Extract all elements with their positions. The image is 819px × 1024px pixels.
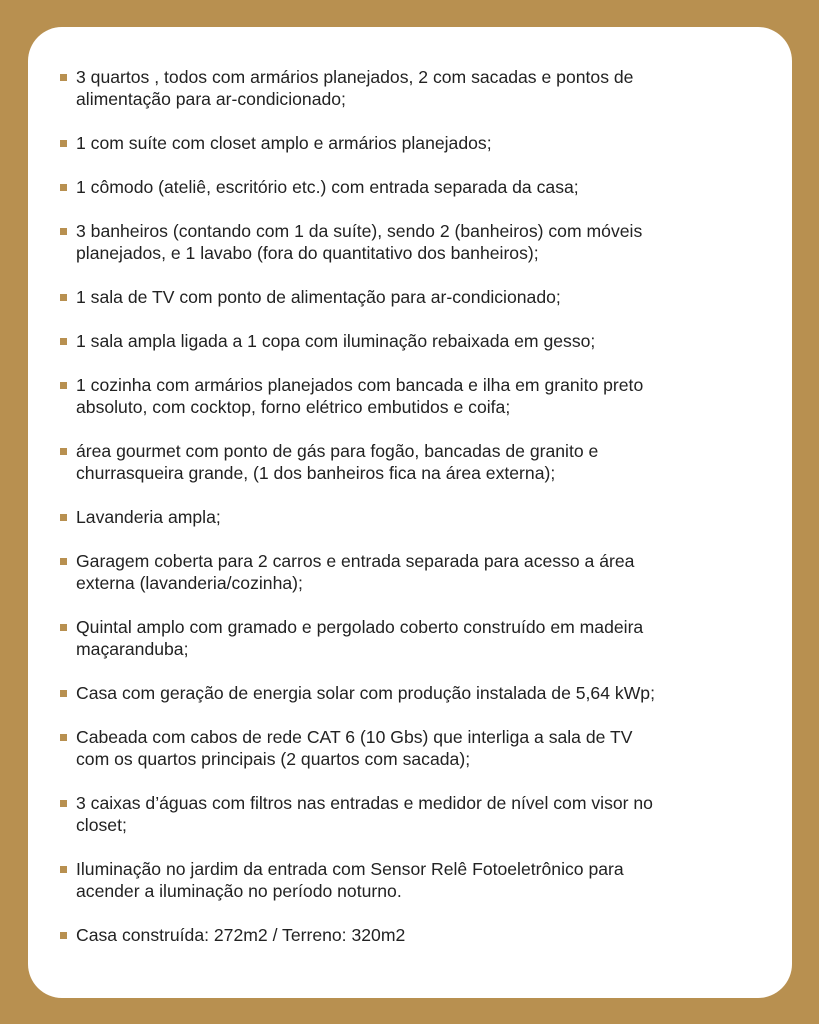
feature-item — [58, 792, 762, 836]
feature-item — [58, 682, 762, 704]
feature-item — [58, 550, 762, 594]
bullet-square-icon — [60, 338, 67, 345]
bullet-square-icon — [60, 382, 67, 389]
feature-text-line-1: Iluminação no jardim da entrada com Sensor Relê Fotoeletrônico para — [76, 859, 624, 879]
feature-text-line-1: Cabeada com cabos de rede CAT 6 (10 Gbs) que interliga a sala de TV — [76, 727, 633, 747]
feature-item — [58, 132, 762, 154]
feature-item — [58, 286, 762, 308]
bullet-square-icon — [60, 690, 67, 697]
bullet-square-icon — [60, 624, 67, 631]
bullet-square-icon — [60, 228, 67, 235]
feature-text-line-1: Garagem coberta para 2 carros e entrada separada para acesso a área — [76, 551, 635, 571]
feature-text-line-1: área gourmet com ponto de gás para fogão, bancadas de granito e — [76, 441, 599, 461]
feature-item — [58, 374, 762, 418]
feature-text-line-2: externa (lavanderia/cozinha); — [76, 573, 303, 593]
bullet-square-icon — [60, 514, 67, 521]
feature-text-line-2: planejados, e 1 lavabo (fora do quantitativo dos banheiros); — [76, 243, 539, 263]
feature-item — [58, 440, 762, 484]
bullet-square-icon — [60, 932, 67, 939]
feature-text-line-1: 3 quartos , todos com armários planejados, 2 com sacadas e pontos de — [76, 67, 634, 87]
feature-item — [58, 616, 762, 660]
feature-text-line-2: closet; — [76, 815, 127, 835]
feature-item — [58, 506, 762, 528]
feature-text-line-1: 1 com suíte com closet amplo e armários planejados; — [76, 133, 492, 153]
feature-item — [58, 726, 762, 770]
bullet-square-icon — [60, 140, 67, 147]
feature-text-line-1: 1 cômodo (ateliê, escritório etc.) com entrada separada da casa; — [76, 177, 579, 197]
feature-item — [58, 330, 762, 352]
feature-text-line-1: 1 sala ampla ligada a 1 copa com iluminação rebaixada em gesso; — [76, 331, 596, 351]
bullet-square-icon — [60, 448, 67, 455]
bullet-square-icon — [60, 558, 67, 565]
feature-text-line-2: churrasqueira grande, (1 dos banheiros fica na área externa); — [76, 463, 556, 483]
feature-text-line-1: 1 cozinha com armários planejados com bancada e ilha em granito preto — [76, 375, 644, 395]
feature-item — [58, 858, 762, 902]
feature-text-line-1: 1 sala de TV com ponto de alimentação para ar-condicionado; — [76, 287, 561, 307]
feature-text-line-1: 3 banheiros (contando com 1 da suíte), sendo 2 (banheiros) com móveis — [76, 221, 643, 241]
feature-text-line-2: acender a iluminação no período noturno. — [76, 881, 402, 901]
feature-text-line-1: Quintal amplo com gramado e pergolado coberto construído em madeira — [76, 617, 644, 637]
feature-text-line-2: maçaranduba; — [76, 639, 189, 659]
features-list — [58, 66, 762, 946]
feature-item — [58, 66, 762, 110]
bullet-square-icon — [60, 866, 67, 873]
bullet-square-icon — [60, 184, 67, 191]
feature-text-line-1: Casa construída: 272m2 / Terreno: 320m2 — [76, 925, 406, 945]
feature-text-line-2: com os quartos principais (2 quartos com sacada); — [76, 749, 471, 769]
bullet-square-icon — [60, 800, 67, 807]
feature-item — [58, 176, 762, 198]
bullet-square-icon — [60, 74, 67, 81]
bullet-square-icon — [60, 294, 67, 301]
feature-text-line-1: Casa com geração de energia solar com produção instalada de 5,64 kWp; — [76, 683, 655, 703]
feature-text-line-1: Lavanderia ampla; — [76, 507, 221, 527]
feature-item — [58, 220, 762, 264]
feature-item — [58, 924, 762, 946]
bullet-square-icon — [60, 734, 67, 741]
features-card — [28, 27, 792, 998]
feature-text-line-2: absoluto, com cocktop, forno elétrico embutidos e coifa; — [76, 397, 511, 417]
feature-text-line-1: 3 caixas d’águas com filtros nas entradas e medidor de nível com visor no — [76, 793, 653, 813]
feature-text-line-2: alimentação para ar-condicionado; — [76, 89, 346, 109]
